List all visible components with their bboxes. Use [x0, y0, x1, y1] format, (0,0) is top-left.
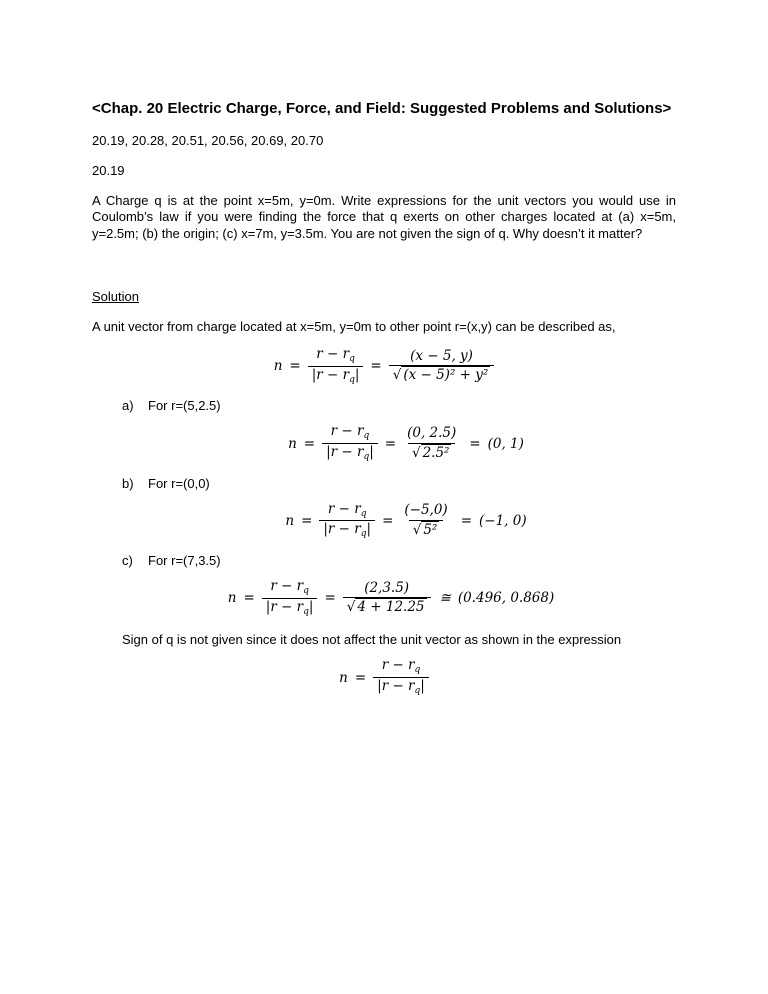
math-equals: =: [243, 590, 255, 607]
numerator-main: r − r: [270, 578, 304, 595]
equation-case-c: [92, 578, 676, 618]
math-var-n: n: [285, 512, 295, 529]
list-marker-a: a): [122, 398, 134, 414]
fraction-coordinates: [400, 502, 451, 539]
denominator-post: |: [308, 598, 314, 615]
numerator-main: r − r: [381, 657, 415, 674]
result-sign: =: [460, 512, 473, 529]
subscript-q: q: [360, 529, 367, 540]
fraction-coordinates: [389, 348, 495, 385]
radicand: 5²: [423, 521, 438, 538]
fraction-r-minus-rq: [319, 501, 375, 541]
fraction-numerator: [312, 346, 359, 366]
subscript-q: q: [414, 665, 421, 676]
denominator-post: |: [354, 366, 360, 383]
math-var-n: n: [227, 590, 237, 607]
result-value: (0.496, 0.868): [457, 590, 555, 607]
solution-heading-text: Solution: [92, 289, 139, 305]
problem-statement: A Charge q is at the point x=5m, y=0m. Write expressions for the unit vectors you would use in Coulomb’s law if you were finding the force that q exerts on other charges located at (a) x=5m, y=2.5m; (b) the origin; (c) x=7m, y=3.5m. You are not given the sign of q. Why doesn’t it matter?: [92, 192, 676, 242]
fraction-denominator: [389, 365, 495, 385]
sqrt-icon: √: [346, 599, 356, 616]
fraction-r-minus-rq: [308, 346, 364, 386]
subscript-q: q: [360, 508, 367, 519]
sqrt-icon: √: [392, 367, 402, 384]
fraction-coordinates: [403, 425, 460, 462]
denominator-post: |: [369, 444, 374, 461]
fraction-denominator: [319, 520, 375, 541]
fraction-denominator: [409, 520, 444, 540]
subscript-q: q: [303, 606, 309, 617]
fraction-denominator: [373, 677, 429, 698]
denominator-pre: |r − r: [326, 444, 364, 461]
equation-unit-vector-final: [92, 657, 676, 697]
list-marker-b: b): [122, 475, 134, 491]
list-marker-c: c): [122, 553, 133, 569]
subscript-q: q: [349, 353, 355, 364]
fraction-denominator: [322, 443, 378, 464]
fraction-numerator: [327, 423, 374, 443]
math-equals: =: [324, 590, 336, 607]
numerator-main: r − r: [327, 500, 361, 517]
subscript-q: q: [414, 686, 421, 697]
math-equals: =: [354, 669, 367, 686]
math-var-n: n: [288, 435, 297, 452]
math-equals: =: [370, 358, 382, 375]
radicand: (x − 5)² + y²: [403, 367, 489, 384]
denominator-post: |: [366, 521, 372, 538]
list-text-a: For r=(5,2.5): [148, 398, 221, 414]
fraction-numerator: [378, 657, 425, 677]
math-equals: =: [301, 512, 313, 529]
fraction-numerator: (−5,0): [404, 502, 448, 519]
denominator-pre: |r − r: [311, 366, 350, 383]
list-item-c: [122, 553, 676, 568]
problem-list: 20.19, 20.28, 20.51, 20.56, 20.69, 20.70: [92, 132, 324, 148]
result-sign: =: [469, 435, 481, 452]
radicand: 2.5²: [422, 444, 450, 461]
equation-case-a: [92, 423, 676, 463]
denominator-pre: |r − r: [265, 598, 304, 615]
fraction-numerator: [266, 578, 313, 598]
fraction-numerator: [324, 501, 371, 521]
math-equals: =: [289, 358, 301, 375]
list-text-c: For r=(7,3.5): [148, 553, 221, 569]
list-text-b: For r=(0,0): [148, 475, 210, 491]
math-var-n: n: [339, 669, 348, 686]
denominator-pre: |r − r: [323, 521, 361, 538]
subscript-q: q: [303, 586, 309, 597]
result-value: (−1, 0): [479, 512, 527, 529]
fraction-r-minus-rq: [262, 578, 318, 618]
result-sign: ≅: [439, 590, 451, 607]
document-title: <Chap. 20 Electric Charge, Force, and Field: Suggested Problems and Solutions>: [92, 100, 672, 117]
fraction-numerator: (0, 2.5): [407, 425, 457, 441]
fraction-numerator: (x − 5, y): [410, 347, 473, 364]
fraction-denominator: [308, 366, 364, 387]
numerator-main: r − r: [316, 345, 350, 362]
fraction-coordinates: [343, 580, 431, 617]
math-equals: =: [384, 435, 397, 452]
sqrt-icon: √: [411, 444, 421, 461]
equation-case-b: [92, 501, 676, 541]
solution-heading: [92, 289, 676, 306]
radicand: 4 + 12.25: [357, 599, 425, 616]
fraction-denominator: [262, 598, 318, 619]
problem-number: 20.19: [92, 162, 125, 178]
math-var-n: n: [273, 358, 283, 375]
solution-intro: A unit vector from charge located at x=5m, y=0m to other point r=(x,y) can be described as,: [92, 319, 616, 335]
numerator-main: r − r: [330, 423, 364, 440]
closing-remark: Sign of q is not given since it does not affect the unit vector as shown in the expression: [122, 632, 622, 648]
list-item-a: [122, 398, 676, 413]
fraction-denominator: [408, 443, 456, 463]
math-equals: =: [382, 512, 394, 529]
list-item-b: [122, 476, 676, 491]
subscript-q: q: [349, 374, 355, 385]
fraction-denominator: [343, 597, 431, 617]
math-equals: =: [303, 435, 316, 452]
fraction-numerator: (2,3.5): [364, 579, 410, 596]
denominator-pre: |r − r: [377, 678, 415, 695]
sqrt-icon: √: [412, 521, 422, 538]
fraction-r-minus-rq: [373, 657, 429, 697]
denominator-post: |: [420, 678, 425, 695]
subscript-q: q: [363, 452, 370, 463]
equation-general-unit-vector: [92, 346, 676, 386]
result-value: (0, 1): [487, 435, 524, 452]
fraction-r-minus-rq: [322, 423, 378, 463]
subscript-q: q: [363, 431, 370, 442]
